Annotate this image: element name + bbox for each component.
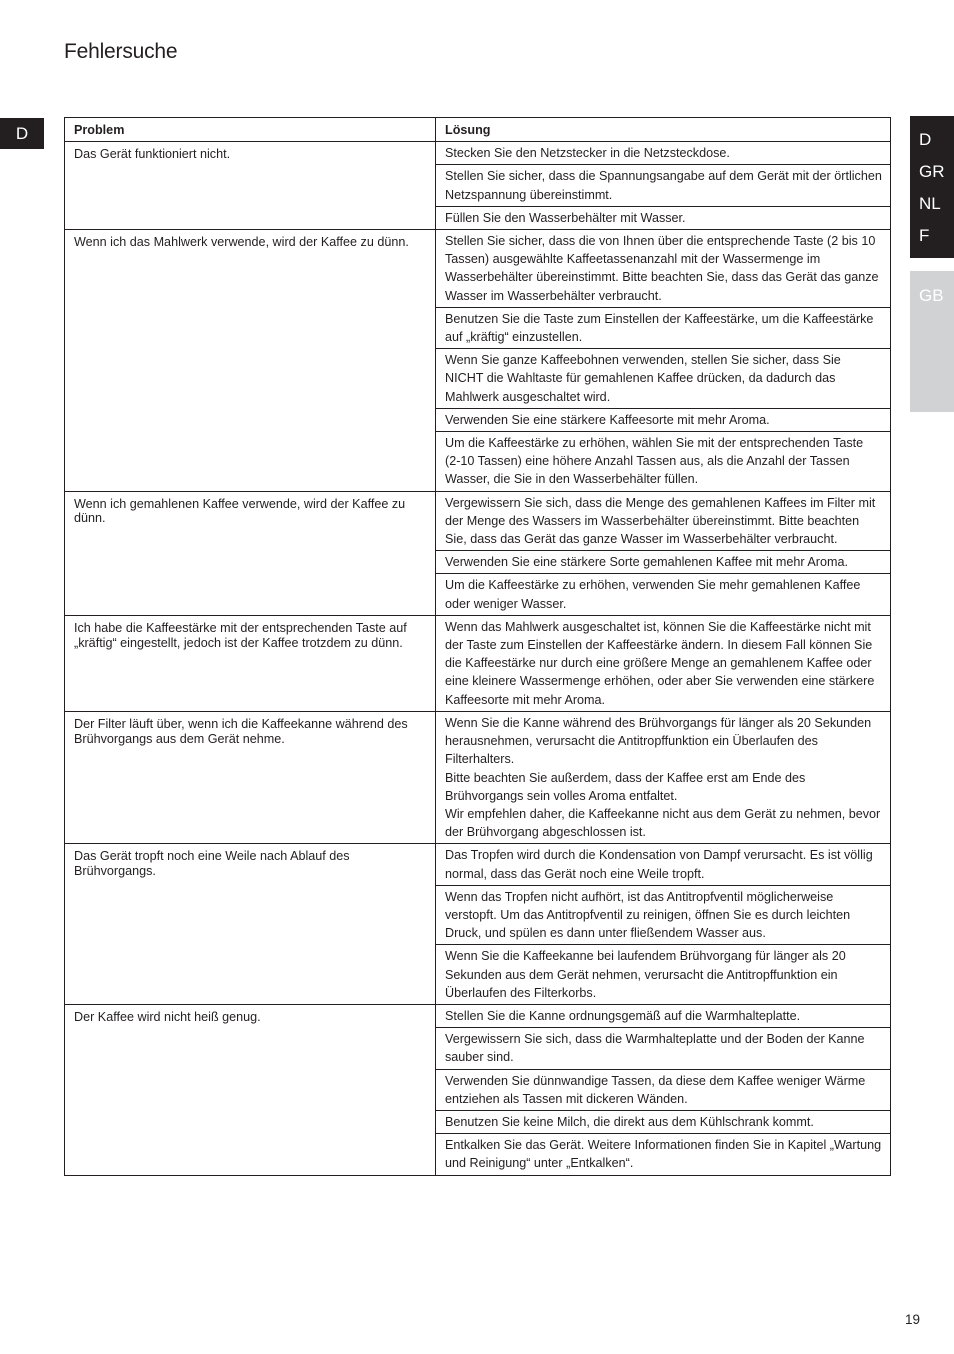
solution-cell: Das Tropfen wird durch die Kondensation von Dampf verursacht. Es ist völlig normal, dass das Gerät noch eine Weile tropft. <box>436 844 891 885</box>
problem-cell: Wenn ich das Mahlwerk verwende, wird der Kaffee zu dünn. <box>65 230 436 492</box>
problem-cell: Ich habe die Kaffeestärke mit der entsprechenden Taste auf „kräftig“ eingestellt, jedoch ist der Kaffee trotzdem zu dünn. <box>65 615 436 711</box>
header-solution: Lösung <box>436 118 891 142</box>
table-row <box>65 844 891 885</box>
problem-cell: Das Gerät funktioniert nicht. <box>65 142 436 230</box>
page-title: Fehlersuche <box>64 40 178 63</box>
table-row <box>65 615 891 711</box>
language-tab-current-label: D <box>15 123 29 143</box>
problem-cell: Der Filter läuft über, wenn ich die Kaffeekanne während des Brühvorgangs aus dem Gerät nehme. <box>65 711 436 843</box>
solution-cell: Füllen Sie den Wasserbehälter mit Wasser. <box>436 206 891 229</box>
problem-cell: Wenn ich gemahlenen Kaffee verwende, wird der Kaffee zu dünn. <box>65 491 436 615</box>
language-tab-current <box>0 118 44 149</box>
language-label-d: D <box>919 130 932 149</box>
page-number: 19 <box>905 1312 921 1327</box>
solution-cell: Verwenden Sie eine stärkere Kaffeesorte mit mehr Aroma. <box>436 408 891 431</box>
solution-cell: Stellen Sie sicher, dass die Spannungsangabe auf dem Gerät mit der örtlichen Netzspannung übereinstimmt. <box>436 165 891 206</box>
solution-cell: Um die Kaffeestärke zu erhöhen, wählen Sie mit der entsprechenden Taste (2-10 Tassen) eine höhere Anzahl Tassen aus, als die Anzahl der Tassen Wasser, die Sie in den Wasserbehälter füllen. <box>436 432 891 492</box>
language-label-gr: GR <box>919 162 945 181</box>
table-row <box>65 711 891 843</box>
table-header-row <box>65 118 891 142</box>
troubleshooting-table <box>64 117 891 1176</box>
solution-cell: Verwenden Sie dünnwandige Tassen, da diese dem Kaffee weniger Wärme entziehen als Tassen mit dickeren Wänden. <box>436 1069 891 1110</box>
solution-cell: Vergewissern Sie sich, dass die Warmhalteplatte und der Boden der Kanne sauber sind. <box>436 1028 891 1069</box>
solution-cell: Um die Kaffeestärke zu erhöhen, verwenden Sie mehr gemahlenen Kaffee oder weniger Wasser. <box>436 574 891 615</box>
solution-cell: Stecken Sie den Netzstecker in die Netzsteckdose. <box>436 142 891 165</box>
table-row <box>65 230 891 308</box>
solution-cell: Vergewissern Sie sich, dass die Menge des gemahlenen Kaffees im Filter mit der Menge des Wassers im Wasserbehälter übereinstimmt. Bitte beachten Sie, dass das Gerät das ganze Wasser im Wasserbehälter verbraucht. <box>436 491 891 551</box>
problem-cell: Der Kaffee wird nicht heiß genug. <box>65 1004 436 1175</box>
solution-cell: Wenn das Mahlwerk ausgeschaltet ist, können Sie die Kaffeestärke nicht mit der Taste zum Einstellen der Kaffeestärke ändern. In diesem Fall können Sie die Kaffeestärke nur durch eine größere Menge an gemahlenem Kaffee oder eine kleinere Wassermenge erhöhen, oder aber Sie verwenden eine stärkere Kaffeesorte mit mehr Aroma. <box>436 615 891 711</box>
table-row <box>65 142 891 165</box>
solution-cell: Wenn das Tropfen nicht aufhört, ist das Antitropfventil möglicherweise verstopft. Um das Antitropfventil zu reinigen, öffnen Sie es durch leichten Druck, und spülen es dann unter fließendem Wasser aus. <box>436 885 891 945</box>
language-label-gb: GB <box>919 286 944 305</box>
solution-cell: Wenn Sie ganze Kaffeebohnen verwenden, stellen Sie sicher, dass Sie NICHT die Wahltaste für gemahlenen Kaffee drücken, da dadurch das Mahlwerk ausgeschaltet wird. <box>436 349 891 409</box>
solution-cell: Wenn Sie die Kaffeekanne bei laufendem Brühvorgang für länger als 20 Sekunden aus dem Gerät nehmen, verursacht die Antitropffunktion ein Überlaufen des Filterkorbs. <box>436 945 891 1005</box>
table-row <box>65 1004 891 1027</box>
solution-cell: Benutzen Sie keine Milch, die direkt aus dem Kühlschrank kommt. <box>436 1110 891 1133</box>
language-index-inactive <box>910 271 954 412</box>
solution-cell: Stellen Sie sicher, dass die von Ihnen über die entsprechende Taste (2 bis 10 Tassen) ausgewählte Kaffeetassenanzahl mit der Wassermenge im Wasserbehälter übereinstimmt. Bitte beachten Sie, dass das Gerät das ganze Wasser im Wasserbehälter verbraucht. <box>436 230 891 308</box>
problem-cell: Das Gerät tropft noch eine Weile nach Ablauf des Brühvorgangs. <box>65 844 436 1005</box>
language-index-active <box>910 116 954 258</box>
solution-cell: Wenn Sie die Kanne während des Brühvorgangs für länger als 20 Sekunden herausnehmen, verursacht die Antitropffunktion ein Überlaufen des Filterhalters. Bitte beachten Sie außerdem, dass der Kaffee erst am Ende des Brühvorgangs sein volles Aroma entfaltet. Wir empfehlen daher, die Kaffeekanne nicht aus dem Gerät zu nehmen, bevor der Brühvorgang abgeschlossen ist. <box>436 711 891 843</box>
solution-cell: Entkalken Sie das Gerät. Weitere Informationen finden Sie in Kapitel „Wartung und Reinigung“ unter „Entkalken“. <box>436 1134 891 1175</box>
header-problem: Problem <box>65 118 436 142</box>
solution-cell: Verwenden Sie eine stärkere Sorte gemahlenen Kaffee mit mehr Aroma. <box>436 551 891 574</box>
language-label-f: F <box>919 226 930 245</box>
table-body <box>65 142 891 1175</box>
solution-cell: Stellen Sie die Kanne ordnungsgemäß auf die Warmhalteplatte. <box>436 1004 891 1027</box>
language-label-nl: NL <box>919 194 941 213</box>
solution-cell: Benutzen Sie die Taste zum Einstellen der Kaffeestärke, um die Kaffeestärke auf „kräftig“ einzustellen. <box>436 307 891 348</box>
table-row <box>65 491 891 551</box>
